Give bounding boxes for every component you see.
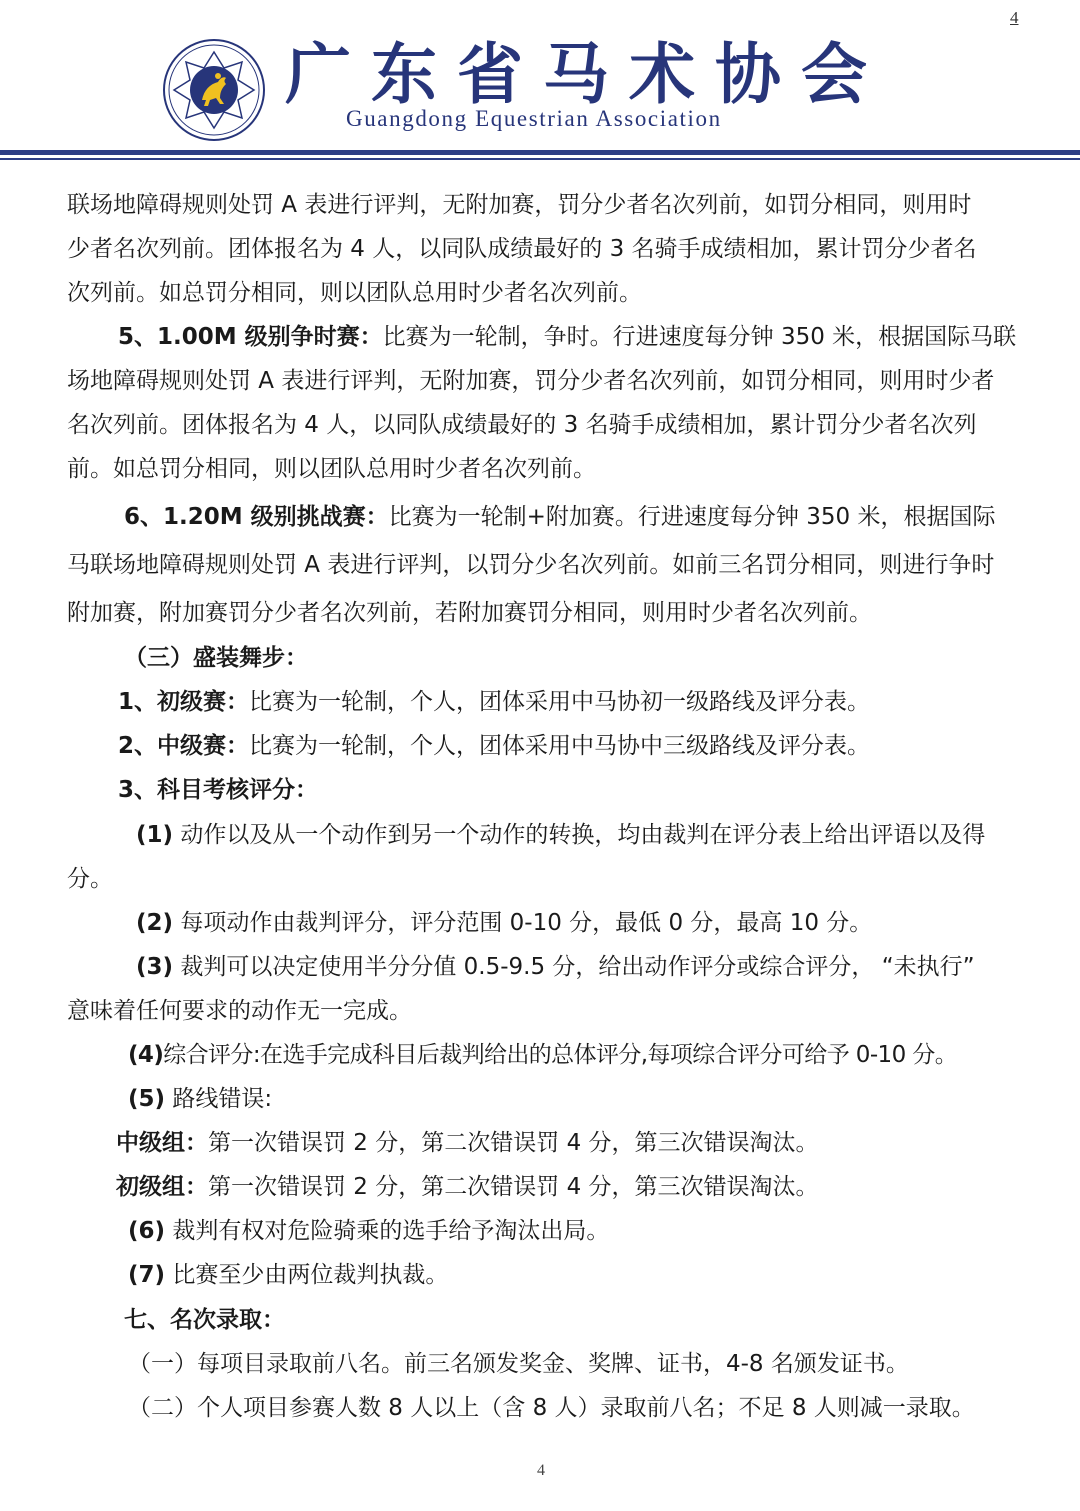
beginner-group-label: 初级组： [116, 1174, 208, 1200]
top-page-number: 4 [1010, 8, 1019, 27]
item-text: 综合评分:在选手完成科目后裁判给出的总体评分,每项综合评分可给予 0-10 分。 [163, 1042, 958, 1068]
item-number: (1) [136, 822, 174, 848]
scoring-heading-line [118, 775, 318, 805]
intermediate-group-label: 中级组： [116, 1130, 208, 1156]
body-line: 附加赛，附加赛罚分少者名次列前，若附加赛罚分相同，则用时少者名次列前。 [67, 600, 872, 626]
item-text: 每项动作由裁判评分，评分范围 0-10 分，最低 0 分，最高 10 分。 [173, 910, 873, 936]
header-rule-thin [0, 158, 1080, 160]
item-text: 路线错误: [165, 1086, 273, 1112]
item-text: 裁判可以决定使用半分分值 0.5-9.5 分，给出动作评分或综合评分， “未执行” [173, 954, 975, 980]
scoring-heading: 3、科目考核评分： [118, 777, 319, 803]
beginner-group-text: 第一次错误罚 2 分，第二次错误罚 4 分，第三次错误淘汰。 [208, 1174, 819, 1200]
scoring-item-2 [136, 908, 872, 938]
body-line: 意味着任何要求的动作无一完成。 [67, 998, 412, 1024]
scoring-item-4 [128, 1040, 957, 1070]
item-number: (4) [128, 1042, 164, 1068]
body-line: （二）个人项目参赛人数 8 人以上（含 8 人）录取前八名；不足 8 人则减一录取。 [128, 1395, 975, 1421]
item-number: (2) [136, 910, 174, 936]
intermediate-text: 比赛为一轮制，个人，团体采用中马协中三级路线及评分表。 [249, 733, 871, 759]
body-line: 场地障碍规则处罚 A 表进行评判，无附加赛，罚分少者名次列前，如罚分相同，则用时少者 [67, 368, 995, 394]
body-line: （一）每项目录取前八名。前三名颁发奖金、奖牌、证书，4-8 名颁发证书。 [128, 1351, 909, 1377]
item-text: 动作以及从一个动作到另一个动作的转换，均由裁判在评分表上给出评语以及得 [173, 822, 986, 848]
section-6-text: 比赛为一轮制+附加赛。行进速度每分钟 350 米，根据国际 [388, 504, 996, 530]
intermediate-group-line [116, 1128, 819, 1158]
org-name-chinese: 广东省马术协会 [285, 35, 887, 113]
section-5-line [118, 322, 1016, 352]
ranking-heading: 七、名次录取： [124, 1307, 285, 1333]
body-line: 前。如总罚分相同，则以团队总用时少者名次列前。 [67, 456, 596, 482]
body-line: 联场地障碍规则处罚 A 表进行评判，无附加赛，罚分少者名次列前，如罚分相同，则用时 [67, 192, 972, 218]
org-name-english: Guangdong Equestrian Association [346, 106, 722, 131]
section-6-line [124, 502, 995, 532]
scoring-item-1 [136, 820, 985, 850]
intermediate-heading: 2、中级赛： [118, 733, 250, 759]
section-5-text: 比赛为一轮制，争时。行进速度每分钟 350 米，根据国际马联 [382, 324, 1017, 350]
body-line: 马联场地障碍规则处罚 A 表进行评判，以罚分少名次列前。如前三名罚分相同，则进行争时 [67, 552, 995, 578]
item-text: 裁判有权对危险骑乘的选手给予淘汰出局。 [165, 1218, 610, 1244]
body-line: 次列前。如总罚分相同，则以团队总用时少者名次列前。 [67, 280, 642, 306]
intermediate-line [118, 731, 870, 761]
association-logo-icon [162, 38, 266, 142]
beginner-text: 比赛为一轮制，个人，团体采用中马协初一级路线及评分表。 [249, 689, 871, 715]
section-6-heading: 6、1.20M 级别挑战赛： [124, 504, 389, 530]
intermediate-group-text: 第一次错误罚 2 分，第二次错误罚 4 分，第三次错误淘汰。 [208, 1130, 819, 1156]
dressage-heading: （三）盛装舞步： [124, 645, 308, 671]
scoring-item-5 [128, 1084, 272, 1114]
header-rule-thick [0, 150, 1080, 155]
body-line: 少者名次列前。团体报名为 4 人，以同队成绩最好的 3 名骑手成绩相加，累计罚分少者名 [67, 236, 977, 262]
ranking-heading-line [124, 1305, 285, 1335]
beginner-line [118, 687, 870, 717]
body-line: 分。 [67, 866, 113, 892]
item-number: (3) [136, 954, 174, 980]
beginner-heading: 1、初级赛： [118, 689, 250, 715]
body-line: 名次列前。团体报名为 4 人，以同队成绩最好的 3 名骑手成绩相加，累计罚分少者名次列 [67, 412, 977, 438]
item-number: (5) [128, 1086, 166, 1112]
section-5-heading: 5、1.00M 级别争时赛： [118, 324, 383, 350]
beginner-group-line [116, 1172, 819, 1202]
scoring-item-7 [128, 1260, 448, 1290]
item-number: (6) [128, 1218, 166, 1244]
page-number: 4 [537, 1462, 545, 1479]
dressage-heading-line [124, 643, 308, 673]
item-number: (7) [128, 1262, 166, 1288]
scoring-item-6 [128, 1216, 609, 1246]
item-text: 比赛至少由两位裁判执裁。 [165, 1262, 449, 1288]
scoring-item-3 [136, 952, 975, 982]
